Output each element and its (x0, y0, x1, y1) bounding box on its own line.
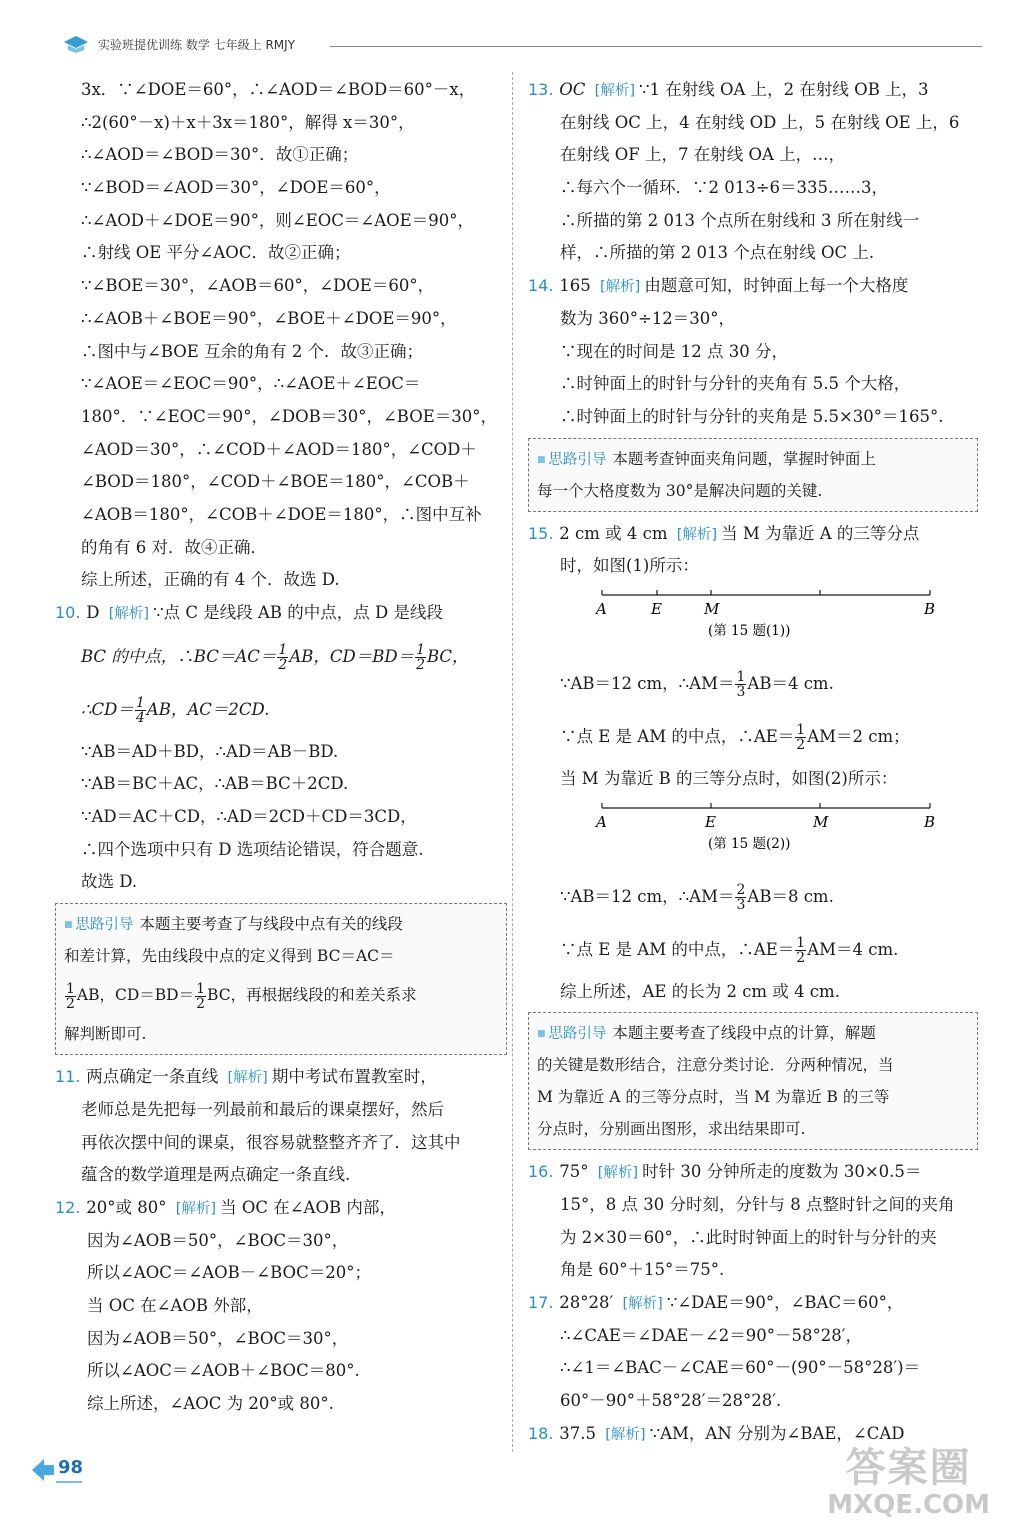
q12-line: 当 OC 在∠AOB 外部， (87, 1295, 263, 1315)
hint-line (64, 908, 498, 940)
point-label: A (596, 599, 607, 618)
fraction: $\frac{1}{2}$ (278, 641, 288, 673)
header-title: 实验班提优训练 数学 七年级上 RMJY (98, 38, 296, 52)
right-column (528, 74, 978, 1451)
fraction: $\frac{1}{3}$ (736, 668, 746, 700)
q15-text: ∵点 E 是 AM 的中点，∴AE＝ (560, 726, 795, 746)
segment-diagram-2 (558, 796, 938, 866)
q9-line: ∵∠AOE＝∠EOC＝90°，∴∠AOE＋∠EOC＝ (81, 374, 421, 394)
q9-line: ∠AOB＝180°，∠COB＋∠DOE＝180°，∴图中互补 (81, 504, 482, 524)
q9-line: ∴射线 OE 平分∠AOC．故②正确； (81, 243, 351, 263)
analysis-tag: [ 解析 ] (595, 75, 635, 108)
q15-line: 时，如图(1)所示： (560, 556, 699, 576)
q10-text: BC， (427, 646, 469, 666)
hint-text: 本题考查钟面夹角问题，掌握时钟面上 (612, 449, 876, 468)
question-number: 11. (55, 1067, 81, 1087)
fraction: $\frac{1}{2}$ (196, 980, 206, 1012)
q14-line (528, 270, 978, 303)
question-number: 12. (55, 1197, 81, 1217)
answer: 2 cm 或 4 cm (559, 523, 668, 543)
q17-line: 60°－90°＋58°28′＝28°28′. (560, 1391, 782, 1411)
answer: 165 (559, 276, 591, 296)
q9-line: ∵∠BOD＝∠AOD＝30°，∠DOE＝60°， (81, 178, 391, 198)
fraction: $\frac{1}{2}$ (66, 980, 75, 1012)
hint-title: ■ 思路引导 (537, 1026, 606, 1042)
q15-line (528, 870, 978, 923)
fraction: $\frac{1}{4}$ (135, 694, 145, 726)
q9-line: ∴图中与∠BOE 互余的角有 2 个．故③正确； (81, 341, 424, 361)
q15-text: AM＝4 cm. (807, 939, 899, 959)
hint-text: AB，CD＝BD＝ (76, 986, 195, 1005)
hint-title: ■ 思路引导 (64, 917, 133, 933)
q15-line: 当 M 为靠近 B 的三等分点时，如图(2)所示： (560, 768, 898, 788)
q10-line (55, 683, 507, 736)
hint-line: 解判断即可. (64, 1025, 147, 1044)
q11-line: 老师总是先把每一列最前和最后的课桌摆好，然后 (81, 1099, 444, 1119)
q9-line: ∴∠AOD＝∠BOD＝30°．故①正确； (81, 145, 359, 165)
q12-line: 所以∠AOC＝∠AOB－∠BOC＝20°； (87, 1263, 371, 1283)
hint-line: M 为靠近 A 的三等分点时，当 M 为靠近 B 的三等 (537, 1088, 890, 1107)
q9-line: ∴2(60°－x)＋x＋3x＝180°，解得 x＝30°， (81, 112, 415, 132)
answer: 两点确定一条直线 (86, 1067, 219, 1087)
fraction: $\frac{2}{3}$ (736, 881, 746, 913)
q11-line: 蕴含的数学道理是两点确定一条直线. (81, 1165, 351, 1185)
answer: 20°或 80° (86, 1197, 167, 1217)
q10-line (55, 630, 507, 683)
point-label: M (813, 812, 829, 831)
hint-text: 本题主要考查了与线段中点有关的线段 (139, 915, 403, 934)
watermark-bottom: MXQE.COM (827, 1490, 990, 1520)
answer: 37.5 (559, 1423, 596, 1443)
q13-line: ∴每六个一循环．∵2 013÷6＝335……3， (560, 178, 889, 198)
q12-line: 因为∠AOB＝50°，∠BOC＝30°， (87, 1230, 349, 1250)
hint-line: 分点时，分别画出图形，求出结果即可. (537, 1120, 806, 1139)
hint-text: BC，再根据线段的和差关系求 (207, 986, 417, 1005)
q12-line: 因为∠AOB＝50°，∠BOC＝30°， (87, 1328, 349, 1348)
q14-line: ∴时钟面上的时针与分针的夹角有 5.5 个大格， (560, 374, 911, 394)
answer: 75° (559, 1162, 589, 1182)
header-rule (330, 46, 982, 47)
q16-text: 时针 30 分钟所走的度数为 30×0.5＝ (642, 1162, 922, 1182)
q9-line: 180°．∵∠EOC＝90°，∠DOB＝30°，∠BOE＝30°， (81, 406, 498, 426)
q15-line (528, 923, 978, 976)
hint-line: 的关键是数形结合，注意分类讨论．分两种情况，当 (537, 1056, 894, 1075)
q14-line: 数为 360°÷12＝30°， (560, 308, 736, 328)
q17-line: ∴∠CAE＝∠DAE－∠2＝90°－58°28′， (560, 1325, 862, 1345)
question-number: 18. (528, 1423, 554, 1443)
q10-text: ∴CD＝ (81, 699, 134, 719)
figure-15-2 (528, 796, 978, 870)
book-logo-icon (62, 34, 90, 54)
q14-text: 由题意可知，时钟面上每一个大格度 (644, 276, 909, 296)
question-number: 14. (528, 276, 554, 296)
watermark-top: 答案圈 (845, 1445, 972, 1491)
hint-box-14 (528, 438, 978, 512)
q15-text: AB＝4 cm. (747, 673, 834, 693)
q9-line: ∴∠AOB＋∠BOE＝90°，∠BOE＋∠DOE＝90°， (81, 308, 457, 328)
q9-line: ∠BOD＝180°，∠COD＋∠BOE＝180°，∠COB＋ (81, 472, 470, 492)
q15-text: 当 M 为靠近 A 的三等分点 (721, 523, 920, 543)
q15-line: 综上所述，AE 的长为 2 cm 或 4 cm. (560, 981, 840, 1001)
answer: 28°28′ (559, 1293, 614, 1313)
q17-text: ∵∠DAE＝90°，∠BAC＝60°， (666, 1293, 904, 1313)
figure-caption: (第 15 题(2)) (708, 835, 791, 852)
hint-box-15 (528, 1012, 978, 1150)
q10-line: ∵AB＝AD＋BD，∴AD＝AB－BD. (81, 741, 339, 761)
hint-title: ■ 思路引导 (537, 452, 606, 468)
point-label: E (705, 812, 716, 831)
q15-text: ∵AB＝12 cm，∴AM＝ (560, 673, 735, 693)
page-header (62, 34, 982, 56)
question-number: 10. (55, 603, 81, 622)
analysis-tag: [ 解析 ] (600, 271, 640, 304)
q9-line: 3x．∵∠DOE＝60°，∴∠AOD＝∠BOD＝60°－x， (81, 80, 476, 99)
q10-text: AB，CD＝BD＝ (289, 646, 415, 666)
hint-box-10 (55, 903, 507, 1055)
point-label: A (596, 812, 607, 831)
q10-line: ∵AB＝BC＋AC，∴AB＝BC＋2CD. (81, 774, 349, 794)
q10-text: BC 的中点，∴BC＝AC＝ (81, 646, 277, 666)
question-number: 17. (528, 1293, 554, 1313)
point-label: E (651, 599, 662, 618)
q10-line: ∵AD＝AC＋CD，∴AD＝2CD＋CD＝3CD， (81, 807, 417, 827)
hint-line (64, 972, 498, 1018)
hint-line: 和差计算，先由线段中点的定义得到 BC＝AC＝ (64, 947, 395, 966)
analysis-tag: [ 解析 ] (598, 1157, 638, 1190)
question-number: 13. (528, 80, 554, 99)
q12-line: 所以∠AOC＝∠AOB＋∠BOC＝80°. (87, 1361, 360, 1381)
q9-line: 的角有 6 对．故④正确． (81, 537, 267, 557)
q9-line: ∵∠BOE＝30°，∠AOB＝60°，∠DOE＝60°， (81, 276, 435, 296)
analysis-tag: [ 解析 ] (228, 1062, 268, 1095)
q15-text: ∵AB＝12 cm，∴AM＝ (560, 886, 735, 906)
q15-text: AB＝8 cm. (747, 886, 834, 906)
q18-text: ∵AM，AN 分别为∠BAE，∠CAD (649, 1423, 905, 1443)
hint-line: 每一个大格度数为 30°是解决问题的关键. (537, 481, 823, 500)
figure-caption: (第 15 题(1)) (708, 622, 791, 639)
q17-line: ∴∠1＝∠BAC－∠CAE＝60°－(90°－58°28′)＝ (560, 1358, 921, 1378)
q13-line: 在射线 OC 上，4 在射线 OD 上，5 在射线 OE 上，6 (560, 112, 960, 132)
answer: OC (559, 80, 586, 99)
q10-text: ∵点 C 是线段 AB 的中点，点 D 是线段 (153, 603, 443, 622)
q13-text: ∵1 在射线 OA 上，2 在射线 OB 上，3 (639, 80, 929, 99)
q14-line: ∵现在的时间是 12 点 30 分， (560, 341, 788, 361)
question-number: 16. (528, 1162, 554, 1182)
point-label: B (924, 812, 936, 831)
left-column (55, 74, 507, 1421)
hint-line (537, 1017, 969, 1049)
q9-line: 综上所述，正确的有 4 个．故选 D. (81, 570, 340, 590)
q16-line: 15°，8 点 30 分时刻，分针与 8 点整时针之间的夹角 (560, 1195, 955, 1214)
q12-line (55, 1192, 507, 1225)
q15-text: AM＝2 cm； (807, 726, 910, 746)
question-number: 15. (528, 523, 554, 543)
point-label: M (704, 599, 720, 618)
q13-line (528, 74, 978, 107)
q11-line: 再依次摆中间的课桌，很容易就整整齐齐了．这其中 (81, 1132, 461, 1152)
q15-line (528, 657, 978, 710)
hint-line (537, 443, 969, 475)
point-label: B (924, 599, 936, 618)
q15-line (528, 710, 978, 763)
analysis-tag: [ 解析 ] (677, 519, 717, 552)
q16-line (528, 1156, 978, 1189)
q10-line: 故选 D. (81, 872, 138, 892)
q9-line: ∠AOD＝30°，∴∠COD＋∠AOD＝180°，∠COD＋ (81, 439, 477, 459)
q17-line (528, 1287, 978, 1320)
fraction: $\frac{1}{2}$ (796, 721, 806, 753)
q10-line: ∴四个选项中只有 D 选项结论错误，符合题意. (81, 839, 424, 859)
hint-text: 本题主要考查了线段中点的计算，解题 (612, 1024, 876, 1043)
q12-text: 当 OC 在∠AOB 内部， (220, 1197, 396, 1217)
q11-text: 期中考试布置教室时， (271, 1067, 437, 1087)
q13-line: 在射线 OF 上，7 在射线 OA 上，…， (560, 145, 846, 165)
analysis-tag: [ 解析 ] (623, 1288, 663, 1321)
q12-line: 综上所述，∠AOC 为 20°或 80°. (87, 1394, 334, 1413)
fraction: $\frac{1}{2}$ (416, 641, 425, 673)
q9-line: ∴∠AOD＋∠DOE＝90°，则∠EOC＝∠AOE＝90°， (81, 210, 474, 230)
fraction: $\frac{1}{2}$ (796, 934, 806, 966)
q11-line (55, 1061, 507, 1094)
q14-line: ∴时钟面上的时针与分针的夹角是 5.5×30°＝165°. (560, 406, 944, 426)
q13-line: 样，∴所描的第 2 013 个点在射线 OC 上. (560, 243, 875, 263)
page-number: 98 (58, 1457, 84, 1478)
analysis-tag: [ 解析 ] (605, 1419, 645, 1452)
q15-text: ∵点 E 是 AM 的中点，∴AE＝ (560, 939, 795, 959)
watermark (827, 1446, 990, 1520)
q16-line: 角是 60°＋15°＝75°. (560, 1260, 725, 1280)
q13-line: ∴所描的第 2 013 个点所在射线和 3 所在射线一 (560, 210, 920, 230)
q16-line: 为 2×30＝60°，∴此时时钟面上的时针与分针的夹 (560, 1227, 937, 1247)
q10-line (55, 597, 507, 630)
column-divider (512, 72, 513, 1452)
q15-line (528, 518, 978, 551)
segment-diagram-1 (558, 583, 938, 653)
answer: D (86, 603, 100, 622)
figure-15-1 (528, 583, 978, 657)
analysis-tag: [ 解析 ] (109, 598, 149, 631)
analysis-tag: [ 解析 ] (176, 1193, 216, 1226)
q10-text: AB，AC＝2CD. (146, 699, 270, 719)
